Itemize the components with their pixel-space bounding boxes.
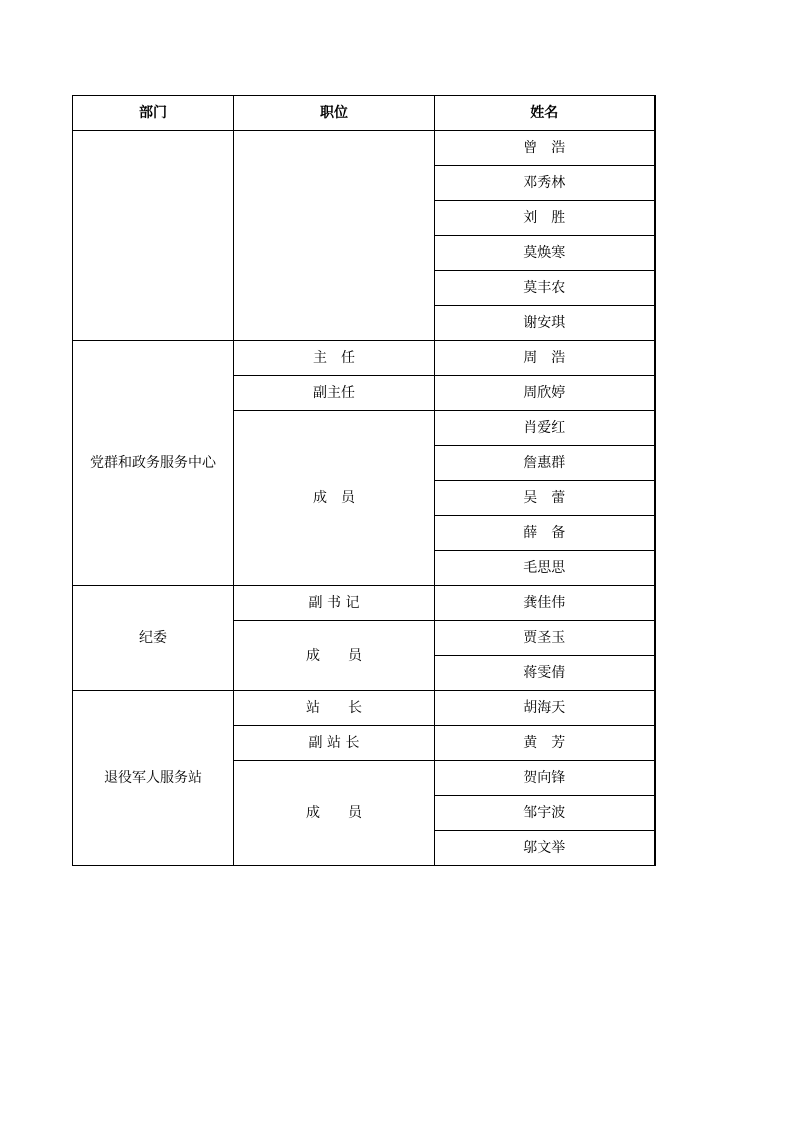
- name-cell: 莫焕寒: [435, 236, 655, 271]
- position-cell: 成 员: [234, 761, 435, 866]
- name-cell: 肖爱红: [435, 411, 655, 446]
- name-cell: 詹惠群: [435, 446, 655, 481]
- name-cell: 周 浩: [435, 341, 655, 376]
- position-cell: 主 任: [234, 341, 435, 376]
- name-cell: 龚佳伟: [435, 586, 655, 621]
- position-cell: 副 站 长: [234, 726, 435, 761]
- position-cell: 副 书 记: [234, 586, 435, 621]
- position-cell: 成 员: [234, 411, 435, 586]
- name-cell: 蒋雯倩: [435, 656, 655, 691]
- staff-roster-table: [72, 95, 656, 866]
- header-department: 部门: [73, 96, 234, 131]
- department-cell: [73, 131, 234, 341]
- name-cell: 邬文举: [435, 831, 655, 866]
- department-cell: 纪委: [73, 586, 234, 691]
- name-cell: 贾圣玉: [435, 621, 655, 656]
- position-cell: 站 长: [234, 691, 435, 726]
- table-row: [73, 691, 655, 726]
- table-row: [73, 131, 655, 166]
- position-cell: 副主任: [234, 376, 435, 411]
- department-cell: 退役军人服务站: [73, 691, 234, 866]
- name-cell: 毛思思: [435, 551, 655, 586]
- name-cell: 刘 胜: [435, 201, 655, 236]
- position-cell: 成 员: [234, 621, 435, 691]
- position-cell: [234, 131, 435, 341]
- header-name: 姓名: [435, 96, 655, 131]
- table-row: [73, 586, 655, 621]
- table-row: [73, 341, 655, 376]
- name-cell: 曾 浩: [435, 131, 655, 166]
- name-cell: 胡海天: [435, 691, 655, 726]
- name-cell: 周欣婷: [435, 376, 655, 411]
- table-body: [73, 131, 655, 866]
- name-cell: 贺向锋: [435, 761, 655, 796]
- name-cell: 莫丰农: [435, 271, 655, 306]
- name-cell: 黄 芳: [435, 726, 655, 761]
- name-cell: 邹宇波: [435, 796, 655, 831]
- name-cell: 谢安琪: [435, 306, 655, 341]
- name-cell: 薛 备: [435, 516, 655, 551]
- department-cell: 党群和政务服务中心: [73, 341, 234, 586]
- name-cell: 吴 蕾: [435, 481, 655, 516]
- header-position: 职位: [234, 96, 435, 131]
- table-header-row: [73, 96, 655, 131]
- name-cell: 邓秀林: [435, 166, 655, 201]
